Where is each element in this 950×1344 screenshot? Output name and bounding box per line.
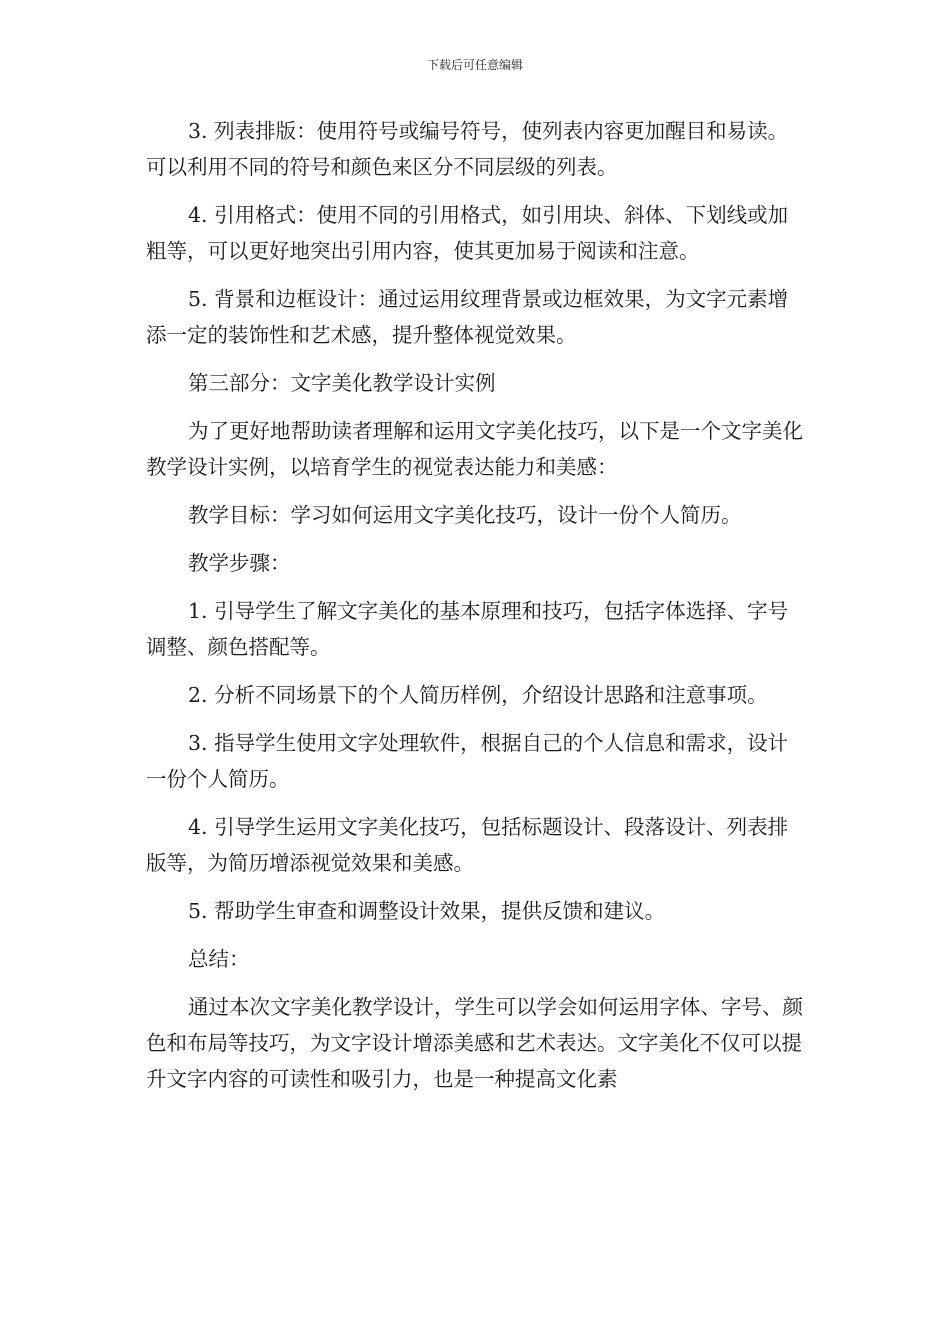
paragraph-step-2: 2. 分析不同场景下的个人简历样例，介绍设计思路和注意事项。: [188, 683, 768, 707]
paragraph-teaching-goal: 教学目标：学习如何运用文字美化技巧，设计一份个人简历。: [188, 503, 742, 527]
paragraph-list-layout: 3. 列表排版：使用符号或编号符号，使列表内容更加醒目和易读。可以利用不同的符号和颜色来区分不同层级的列表。: [146, 119, 789, 179]
paragraph-step-4: 4. 引导学生运用文字美化技巧，包括标题设计、段落设计、列表排版等，为简历增添视觉效果和美感。: [146, 815, 789, 875]
paragraph-background-border: 5. 背景和边框设计：通过运用纹理背景或边框效果，为文字元素增添一定的装饰性和艺术感，提升整体视觉效果。: [146, 287, 789, 347]
page-header: 下载后可任意编辑: [426, 58, 523, 72]
section-heading-part-three: 第三部分：文字美化教学设计实例: [188, 371, 496, 395]
paragraph-step-1: 1. 引导学生了解文字美化的基本原理和技巧，包括字体选择、字号调整、颜色搭配等。: [146, 599, 789, 659]
document-body: [146, 113, 806, 1109]
paragraph-summary: 通过本次文字美化教学设计，学生可以学会如何运用字体、字号、颜色和布局等技巧，为文字设计增添美感和艺术表达。文字美化不仅可以提升文字内容的可读性和吸引力，也是一种提高文化素: [146, 995, 803, 1091]
paragraph-step-3: 3. 指导学生使用文字处理软件，根据自己的个人信息和需求，设计一份个人简历。: [146, 731, 789, 791]
paragraph-intro: 为了更好地帮助读者理解和运用文字美化技巧，以下是一个文字美化教学设计实例，以培育学生的视觉表达能力和美感：: [146, 419, 803, 479]
paragraph-teaching-steps-label: 教学步骤：: [188, 551, 291, 575]
paragraph-step-5: 5. 帮助学生审查和调整设计效果，提供反馈和建议。: [188, 899, 666, 923]
paragraph-quote-format: 4. 引用格式：使用不同的引用格式，如引用块、斜体、下划线或加粗等，可以更好地突出引用内容，使其更加易于阅读和注意。: [146, 203, 789, 263]
paragraph-summary-label: 总结：: [188, 947, 250, 971]
